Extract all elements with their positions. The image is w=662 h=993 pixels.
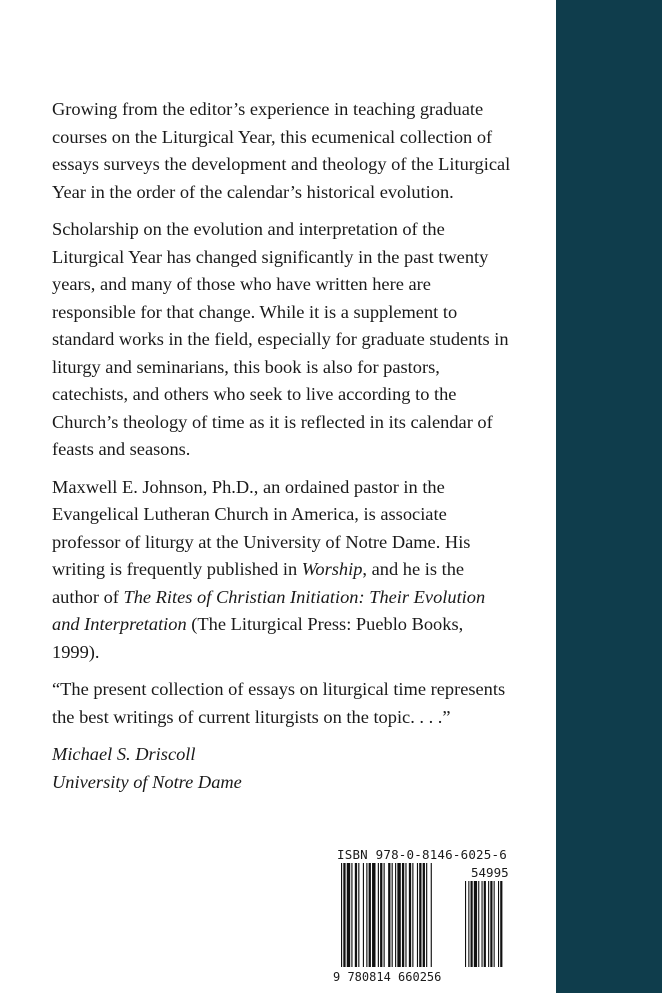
barcode-bar <box>355 863 357 967</box>
barcode-bar <box>409 863 411 967</box>
barcode-bar <box>417 863 418 967</box>
addon-bar <box>478 881 479 967</box>
bio-text-1: Maxwell E. Johnson, Ph.D., an ordained pastor in the Evangelical Lutheran Church in America, is associate professor of liturgy at the University of Notre Dame. His writing is frequently published in <box>52 476 471 579</box>
addon-bar <box>488 881 489 967</box>
barcode-bar <box>343 863 345 967</box>
description-paragraph-1: Growing from the editor’s experience in teaching graduate courses on the Liturgical Year, this ecumenical collection of essays surveys the development and theology of the Liturgical Year in the order of the calendar’s historical evolution. <box>52 99 511 202</box>
barcode-bar <box>358 863 359 967</box>
addon-bar <box>482 881 483 967</box>
barcode-bar <box>363 863 364 967</box>
barcode-bar <box>388 863 390 967</box>
isbn-barcode <box>333 847 509 985</box>
isbn-label: ISBN 978-0-8146-6025-6 <box>337 847 507 862</box>
barcode-bar <box>369 863 371 967</box>
barcode-bar <box>384 863 385 967</box>
addon-bar <box>474 881 477 967</box>
price-code: 54995 <box>471 865 509 880</box>
barcode-bar <box>378 863 379 967</box>
endorser-affiliation: University of Notre Dame <box>52 771 242 792</box>
bio-text-3: (The Liturgical Press: Pueblo Books, 1999). <box>52 614 464 662</box>
barcode-bar <box>372 863 375 967</box>
barcode-bar <box>351 863 352 967</box>
addon-bar <box>471 881 473 967</box>
addon-bar <box>465 881 466 967</box>
barcode-bar <box>392 863 393 967</box>
author-bio <box>52 474 514 667</box>
barcode-bar <box>347 863 350 967</box>
barcode-bar <box>423 863 425 967</box>
endorser-name: Michael S. Driscoll <box>52 744 196 764</box>
barcode-bar <box>412 863 413 967</box>
addon-bar <box>484 881 486 967</box>
barcode-bar <box>405 863 406 967</box>
barcode-bar <box>419 863 421 967</box>
addon-bar <box>494 881 495 967</box>
barcode-bar <box>426 863 427 967</box>
addon-bar <box>498 881 499 967</box>
barcode-bar <box>380 863 382 967</box>
barcode-bar <box>397 863 400 967</box>
spine-color-band <box>556 0 662 993</box>
addon-bar <box>500 881 502 967</box>
barcode-bar <box>341 863 342 967</box>
endorsement-quote: “The present collection of essays on liturgical time represents the best writings of current liturgists on the topic. . . .” <box>52 679 506 727</box>
bio-text-2: , and he is the author of <box>52 559 465 607</box>
journal-title: Worship <box>301 559 363 579</box>
description-paragraph-2: Scholarship on the evolution and interpretation of the Liturgical Year has changed significantly in the past twenty years, and many of those who have written here are responsible for that change. While it is a supplement to standard works in the field, especially for graduate students in liturgy and seminarians, this book is also for pastors, catechists, and others who seek to live according to the Church’s theology of time as it is reflected in its calendar of feasts and seasons. <box>52 219 509 459</box>
barcode-bar <box>395 863 396 967</box>
book-title: The Rites of Christian Initiation: Their Evolution and Interpretation <box>52 586 486 634</box>
addon-bar <box>490 881 492 967</box>
addon-bar <box>468 881 469 967</box>
barcode-digits: 9 780814 660256 <box>333 970 442 984</box>
endorsement-attribution <box>52 741 514 796</box>
barcode-bar <box>431 863 432 967</box>
back-cover-text <box>52 96 514 796</box>
barcode-bar <box>402 863 404 967</box>
barcode-bar <box>366 863 367 967</box>
